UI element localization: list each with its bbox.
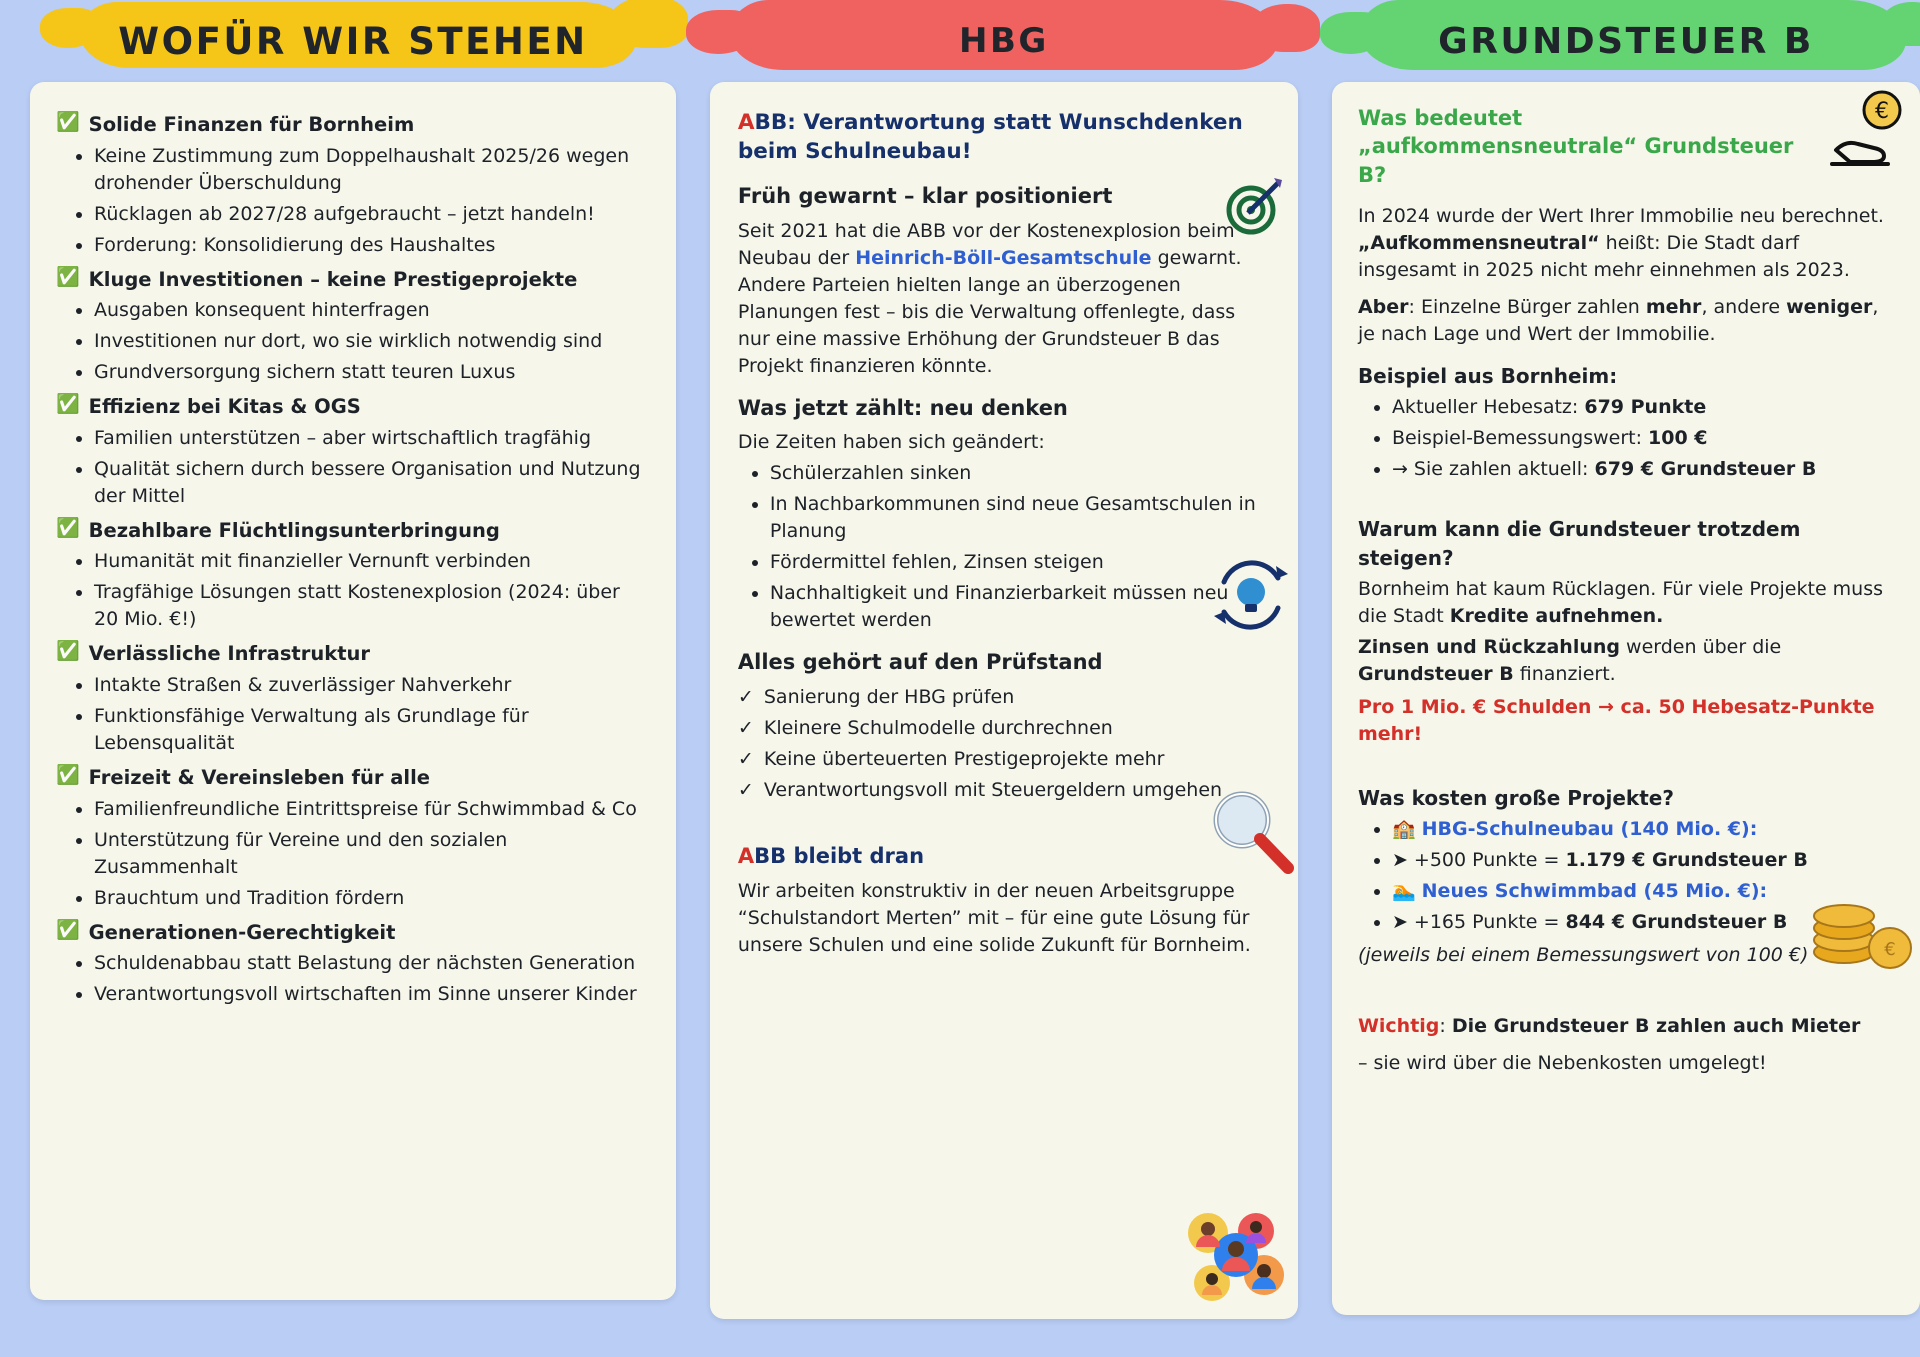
section-heading [56,919,650,947]
list-item: Investitionen nur dort, wo sie wirklich notwendig sind [72,328,650,355]
gs-para2-part3: , je nach Lage und Wert der Immobilie. [1357,295,1879,345]
banner-title-right: GRUNDSTEUER B [1438,20,1814,62]
grundsteuer-subheading-3: Was kosten große Projekte? [1357,785,1674,810]
list-item: Humanität mit finanzieller Vernunft verbinden [72,548,650,575]
card-hbg [710,82,1298,1319]
svg-text:€: € [1875,99,1889,124]
gs-para2-bold2: mehr [1645,295,1702,318]
hbg-title-a: A [737,110,755,135]
hbg-paragraph-3: Wir arbeiten konstruktiv in der neuen Arbeitsgruppe “Schulstandort Merten” mit – für eine gute Lösung für unsere Schulen und eine solide Zukunft für Bornheim. [737,879,1251,956]
target-icon [1222,174,1286,238]
list-item: Tragfähige Lösungen statt Kostenexplosion (2024: über 20 Mio. €!) [72,579,650,633]
section-heading-label: Solide Finanzen für Bornheim [88,113,415,136]
list-item: Forderung: Konsolidierung des Haushaltes [72,232,650,259]
list-item [1370,816,1894,843]
section-heading-label: Kluge Investitionen – keine Prestigeprojekte [88,267,578,291]
hbg-title [738,108,1270,166]
list-item: Brauchtum und Tradition fördern [72,885,650,912]
section-list [56,425,650,510]
gs-para2-bold1: Aber [1357,295,1409,318]
list-item: Grundversorgung sichern statt teuren Luxus [72,359,650,386]
section-heading [56,393,650,421]
grundsteuer-paragraph-4 [1358,634,1894,688]
banner-title-middle: HBG [959,21,1049,61]
example-value: 679 Punkte [1584,396,1707,419]
euro-hand-icon [1826,88,1912,174]
grundsteuer-subheading-1: Beispiel aus Bornheim: [1357,363,1618,388]
list-item: Schülerzahlen sinken [748,460,1270,487]
important-label: Wichtig [1357,1015,1440,1037]
grundsteuer-paragraph-2 [1358,294,1894,348]
grundsteuer-highlight: Pro 1 Mio. € Schulden → ca. 50 Hebesatz-Punkte mehr! [1357,695,1875,745]
list-item: Nachhaltigkeit und Finanzierbarkeit müssen neu bewertet werden [748,580,1270,634]
check-icon: ✅ [56,640,80,663]
gs-para4-part2: finanziert. [1513,662,1616,685]
important-bold: Die Grundsteuer B zahlen auch Mieter [1451,1015,1861,1037]
project-label: HBG-Schulneubau (140 Mio. €): [1421,818,1758,841]
check-icon: ✅ [56,265,80,288]
gs-para1-bold: „Aufkommensneutral“ [1357,232,1600,254]
section-list [56,950,650,1008]
list-item: Funktionsfähige Verwaltung als Grundlage für Lebensqualität [72,703,650,757]
list-item: ✓ Sanierung der HBG prüfen [738,684,1270,711]
column-wofuer-wir-stehen [30,0,676,1357]
section-list [56,672,650,757]
hbg-subheading-1: Früh gewarnt – klar positioniert [737,184,1113,209]
banner-grundsteuer-b [1332,0,1920,82]
check-icon: ✅ [56,918,80,941]
hbg-subheading-2: Was jetzt zählt: neu denken [737,395,1068,420]
section-heading-label: Verlässliche Infrastruktur [88,642,371,666]
hbg-para1-part1: Seit 2021 hat die ABB vor der Kostenexplosion beim Neubau der [737,219,1235,269]
gs-para4-part1: werden über die [1620,635,1782,658]
card-grundsteuer-b [1332,82,1920,1315]
gs-para3-bold1: Kredite aufnehmen. [1449,604,1664,627]
section-heading [56,266,650,294]
project-detail-value: 844 € Grundsteuer B [1565,911,1788,934]
list-item: Unterstützung für Vereine und den sozialen Zusammenhalt [72,827,650,881]
hbg-sub4-a: A [737,843,755,868]
list-item: Fördermittel fehlen, Zinsen steigen [748,549,1270,576]
hbg-paragraph-1 [738,218,1270,380]
section-list [56,796,650,912]
banner-wofuer-wir-stehen [30,0,676,82]
project-detail-arrow: ➤ +165 Punkte = [1391,911,1566,934]
gs-para2-part2: , andere [1701,295,1787,318]
list-item: Rücklagen ab 2027/28 aufgebraucht – jetzt handeln! [72,201,650,228]
school-icon: 🏫 [1391,818,1416,841]
list-item [1370,847,1894,874]
list-item: Keine Zustimmung zum Doppelhaushalt 2025/26 wegen drohender Überschuldung [72,143,650,197]
check-icon: ✅ [56,763,80,786]
grundsteuer-example-list [1358,394,1894,483]
list-item [1370,878,1894,905]
grundsteuer-important [1358,1013,1894,1040]
grundsteuer-heading: Was bedeutet „aufkommensneutrale“ Grundsteuer B? [1357,106,1794,187]
section-list [56,143,650,259]
hbg-sub4-b: BB bleibt dran [754,843,925,868]
list-item: Intakte Straßen & zuverlässiger Nahverkehr [72,672,650,699]
project-detail-arrow: ➤ +500 Punkte = [1391,849,1566,872]
list-item: Familien unterstützen – aber wirtschaftlich tragfähig [72,425,650,452]
gs-para4-bold2: Grundsteuer B [1357,662,1514,685]
hbg-bullet-list [738,460,1270,634]
list-item: Schuldenabbau statt Belastung der nächsten Generation [72,950,650,977]
svg-text:€: € [1884,939,1896,960]
section-heading [56,764,650,792]
gs-para1-part1: In 2024 wurde der Wert Ihrer Immobilie neu berechnet. [1357,205,1884,228]
section-heading-label: Freizeit & Vereinsleben für alle [88,765,430,789]
banner-title-left: WOFÜR WIR STEHEN [118,19,588,63]
hbg-subheading-3: Alles gehört auf den Prüfstand [737,650,1103,675]
section-list [56,548,650,633]
section-heading [56,640,650,668]
hbg-subheading-4 [738,842,1270,872]
hbg-title-b: BB: Verantwortung statt Wunschdenken beim Schulneubau! [737,110,1243,165]
check-icon: ✅ [56,393,80,416]
gs-para1-part2: heißt: Die Stadt darf insgesamt in 2025 nicht mehr einnehmen als 2023. [1357,232,1850,281]
section-heading-label: Bezahlbare Flüchtlingsunterbringung [88,518,500,542]
list-item: ✓ Kleinere Schulmodelle durchrechnen [738,715,1270,742]
section-heading-label: Generationen-Gerechtigkeit [88,920,396,944]
grundsteuer-paragraph-3 [1358,576,1894,630]
hbg-tick-list [738,684,1270,804]
list-item: ✓ Verantwortungsvoll mit Steuergeldern umgehen [738,777,1270,804]
list-item [1370,909,1894,936]
list-item [1370,394,1894,421]
check-icon: ✅ [56,516,80,539]
column-hbg [710,0,1298,1357]
pool-icon: 🏊 [1391,880,1416,903]
example-value: 100 € [1648,427,1708,450]
grundsteuer-paragraph-1 [1358,203,1894,284]
grundsteuer-projects-list [1358,816,1894,936]
hbg-school-link[interactable]: Heinrich-Böll-Gesamtschule [855,246,1152,269]
card-wofuer-wir-stehen [30,82,676,1300]
gs-para3-part1: Bornheim hat kaum Rücklagen. Für viele Projekte muss die Stadt [1357,577,1884,627]
banner-hbg [710,0,1298,82]
grundsteuer-subheading-2: Warum kann die Grundsteuer trotzdem steigen? [1357,517,1801,570]
list-item: ✓ Keine überteuerten Prestigeprojekte mehr [738,746,1270,773]
project-detail-value: 1.179 € Grundsteuer B [1565,849,1808,872]
section-list [56,297,650,386]
gs-para2-bold3: weniger [1786,295,1873,318]
list-item: Ausgaben konsequent hinterfragen [72,297,650,324]
check-icon: ✅ [56,111,80,133]
project-label: Neues Schwimmbad (45 Mio. €): [1421,880,1768,903]
list-item [1370,456,1894,483]
important-sep: : [1439,1015,1452,1037]
grundsteuer-important-tail: – sie wird über die Nebenkosten umgelegt! [1357,1051,1767,1074]
list-item: Verantwortungsvoll wirtschaften im Sinne unserer Kinder [72,981,650,1008]
section-heading-label: Effizienz bei Kitas & OGS [88,395,361,419]
list-item: Qualität sichern durch bessere Organisation und Nutzung der Mittel [72,456,650,510]
example-text: Beispiel-Bemessungswert: [1391,427,1649,450]
grundsteuer-note: (jeweils bei einem Bemessungswert von 100 €) [1357,944,1809,967]
people-icon [1178,1203,1288,1313]
example-text: Aktueller Hebesatz: [1391,396,1585,419]
section-heading [56,111,650,139]
gs-para2-part1: : Einzelne Bürger zahlen [1408,295,1646,318]
example-value: 679 € Grundsteuer B [1594,458,1817,481]
list-item: Familienfreundliche Eintrittspreise für Schwimmbad & Co [72,796,650,823]
hbg-para1-part2: gewarnt. Andere Parteien hielten lange an überzogenen Planungen fest – bis die Verwaltung offenlegte, dass nur eine massive Erhöhung der Grundsteuer B das Projekt finanzieren könnte. [737,246,1242,377]
section-heading [56,517,650,545]
hbg-paragraph-2: Die Zeiten haben sich geändert: [737,431,1045,454]
example-text: → Sie zahlen aktuell: [1391,458,1595,481]
gs-para4-bold1: Zinsen und Rückzahlung [1357,635,1620,658]
list-item: In Nachbarkommunen sind neue Gesamtschulen in Planung [748,491,1270,545]
column-grundsteuer-b [1332,0,1920,1357]
list-item [1370,425,1894,452]
